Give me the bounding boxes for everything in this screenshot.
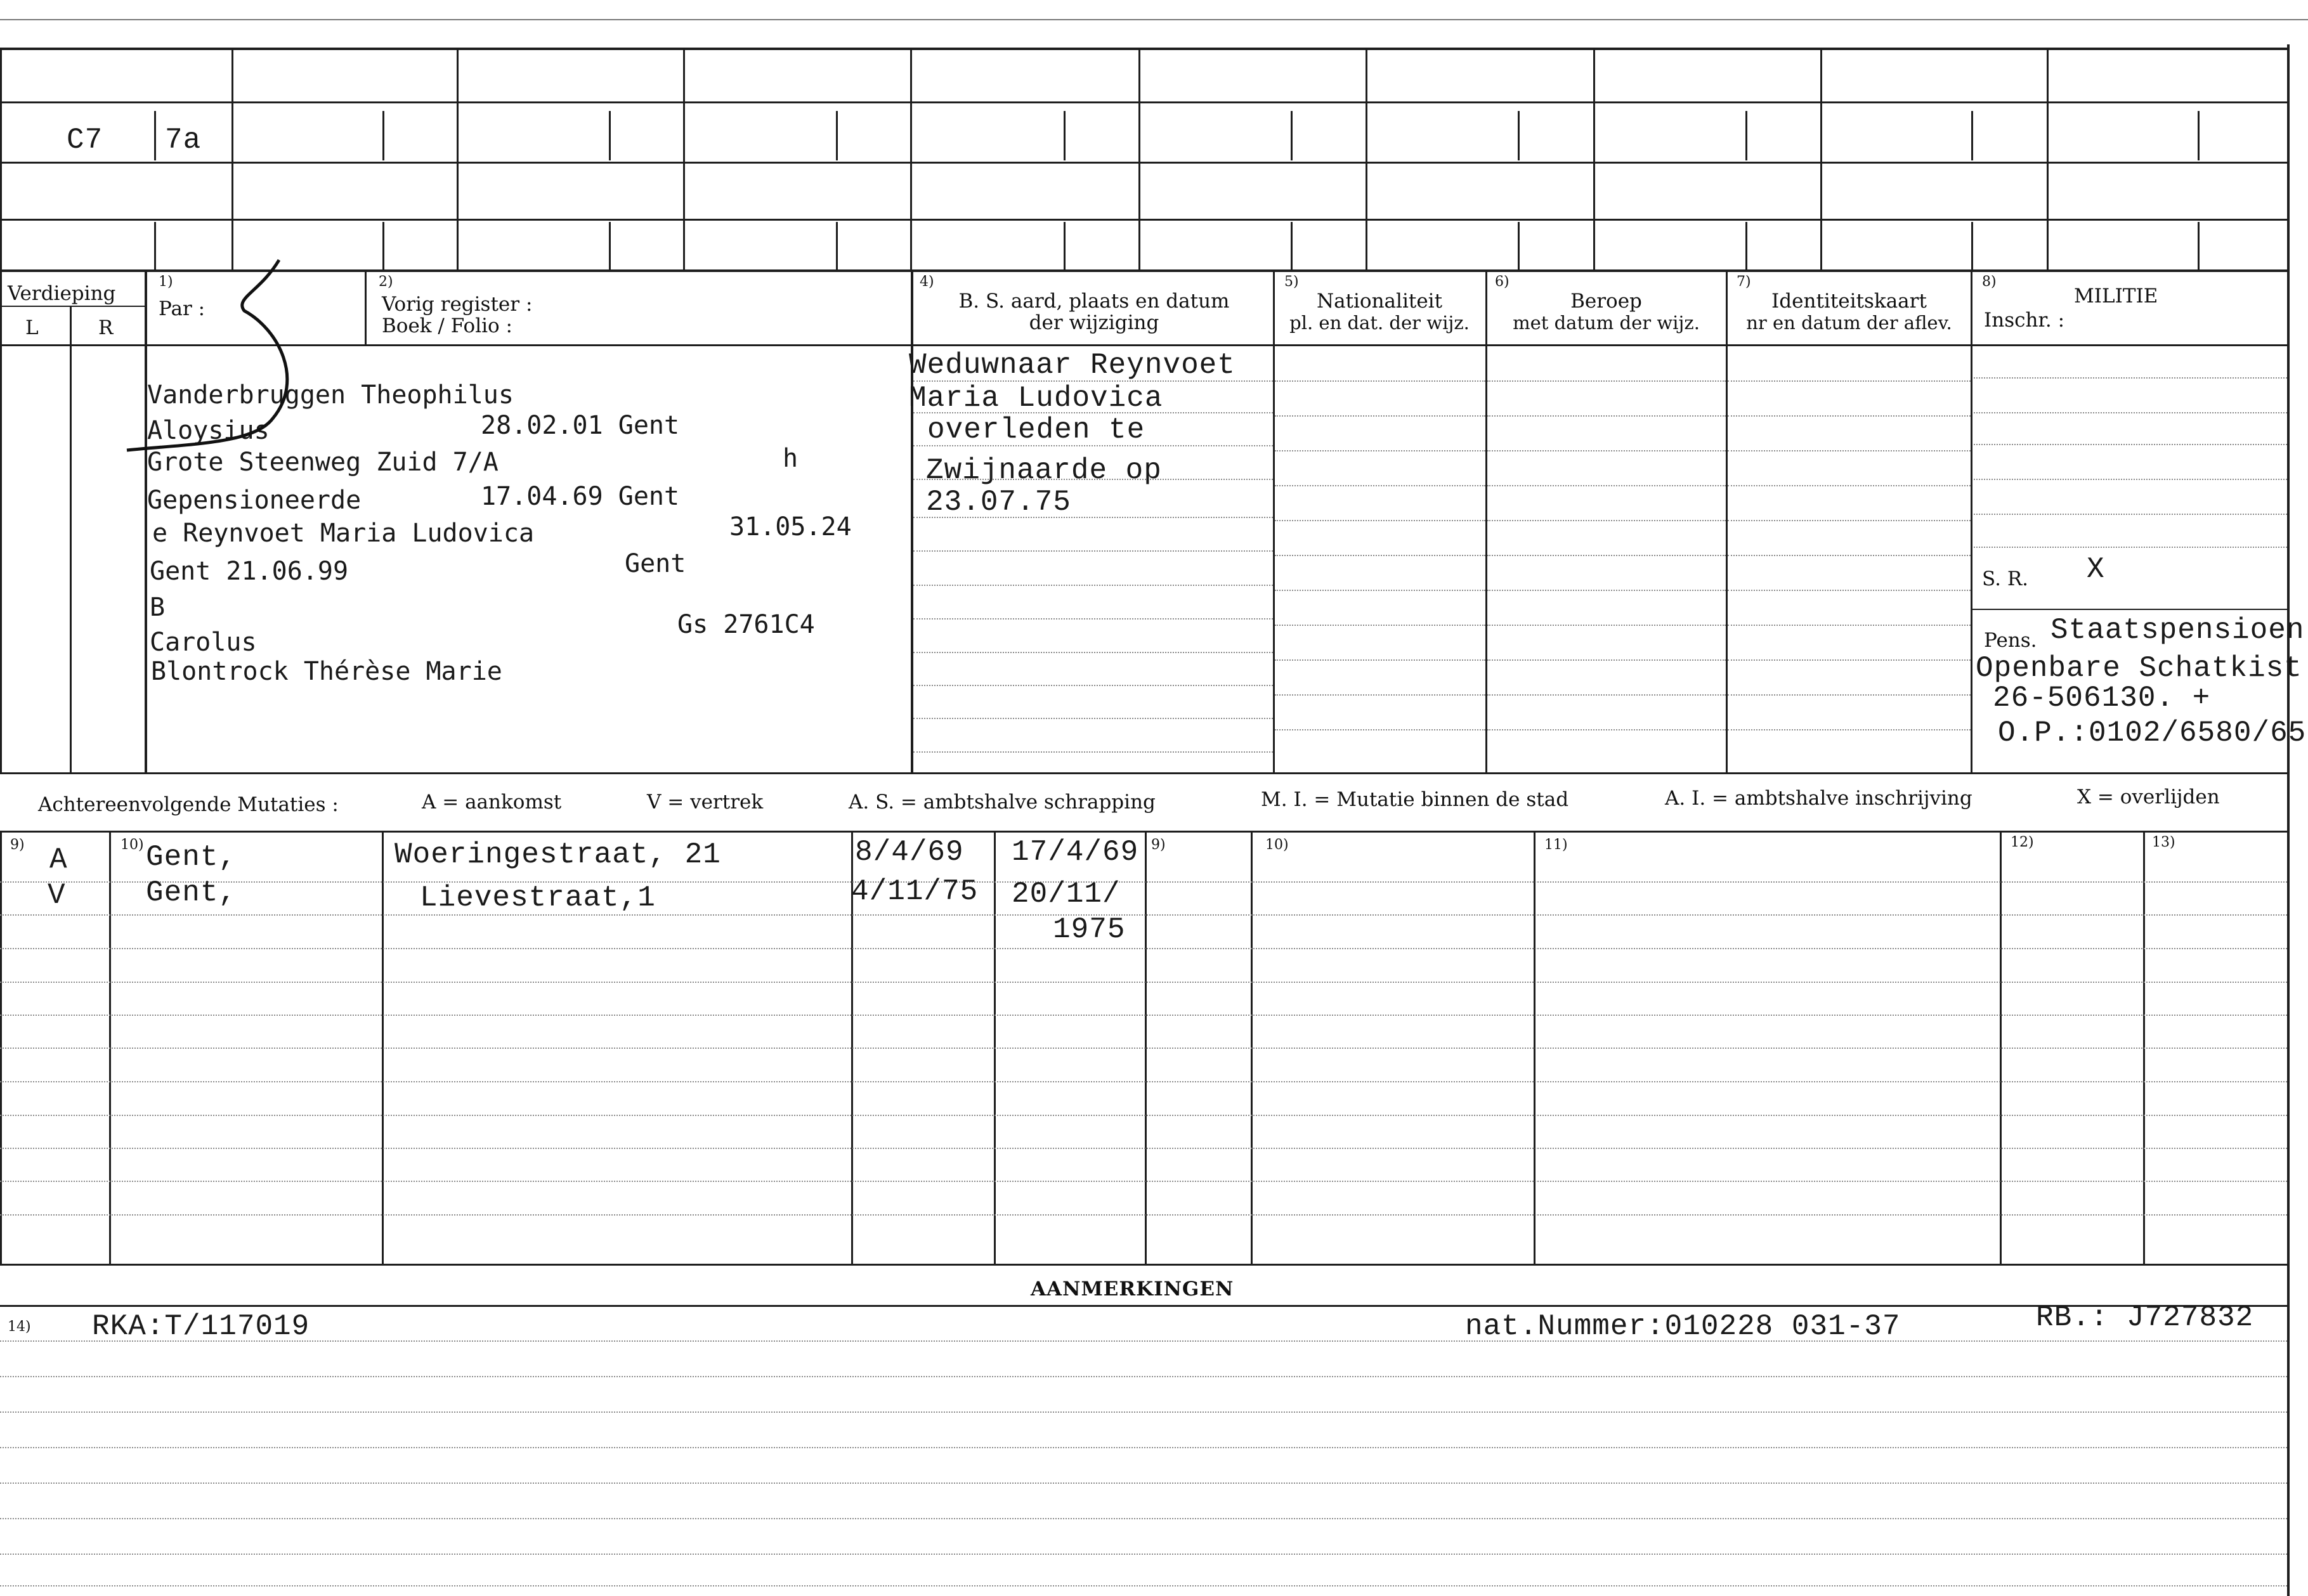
bs-label-1: B. S. aard, plaats en datum [958, 290, 1230, 313]
mutation-2-date2: 20/11/ [1012, 878, 1121, 911]
mutations-title: Achtereenvolgende Mutaties : [38, 793, 339, 816]
mut-num-9a: 9) [10, 837, 25, 853]
sr-label: S. R. [1982, 568, 2029, 590]
person-mother: Blontrock Thérèse Marie [151, 657, 502, 686]
beroep-label-2: met datum der wijz. [1513, 312, 1700, 334]
mut-num-11: 11) [1544, 837, 1568, 853]
vorig-register-label: Vorig register : [382, 293, 533, 316]
mutation-1-code: A [49, 843, 68, 876]
remarks-num: 14) [8, 1319, 31, 1335]
mutation-1-date2: 17/4/69 [1012, 836, 1139, 869]
vorig-num: 2) [379, 274, 393, 290]
nat-label-2: pl. en dat. der wijz. [1289, 312, 1470, 334]
person-name: Vanderbruggen Theophilus [147, 380, 514, 410]
mutation-2-date1: 4/11/75 [851, 875, 979, 908]
person-marriage-date: 31.05.24 [729, 512, 852, 542]
par-num: 1) [159, 274, 173, 290]
remarks-rb: RB.: J727832 [2036, 1301, 2254, 1334]
beroep-num: 6) [1495, 274, 1509, 290]
nat-num: 5) [1284, 274, 1299, 290]
mut-num-9b: 9) [1151, 837, 1166, 853]
militie-num: 8) [1982, 274, 1997, 290]
verdieping-label: Verdieping [8, 282, 116, 305]
person-father: Carolus [150, 628, 257, 657]
legend-schrapping: A. S. = ambtshalve schrapping [849, 791, 1156, 814]
militie-title: MILITIE [2074, 285, 2158, 308]
id-num: 7) [1737, 274, 1751, 290]
pens-line-4: O.P.:0102/6580/65 [1998, 717, 2307, 749]
person-birth: 28.02.01 Gent [481, 411, 680, 440]
sr-value: X [2087, 553, 2105, 586]
person-spouse-birth: Gent 21.06.99 [150, 557, 349, 586]
bs-label-2: der wijziging [1029, 311, 1159, 334]
header-cell-code: C7 [67, 124, 103, 157]
person-occupation: Gepensioneerde [147, 486, 362, 515]
verdieping-left-label: L [25, 316, 39, 339]
mutation-2-place: Gent, [146, 876, 237, 909]
pens-line-2: Openbare Schatkist [1976, 652, 2302, 685]
legend-aankomst: A = aankomst [422, 791, 562, 814]
bs-entry-line-3: overleden te [927, 413, 1145, 446]
beroep-label-1: Beroep [1570, 290, 1642, 313]
remarks-nat-nummer: nat.Nummer:010228 031-37 [1465, 1310, 1901, 1343]
person-entry-date: 17.04.69 Gent [481, 482, 680, 511]
mutation-1-date1: 8/4/69 [855, 836, 964, 869]
bs-entry-line-4: Zwijnaarde op [926, 454, 1162, 487]
remarks-title: AANMERKINGEN [1031, 1278, 1234, 1301]
mut-num-12: 12) [2011, 834, 2034, 850]
person-second-name: Aloysius [147, 416, 270, 445]
mutation-1-address: Woeringestraat, 21 [394, 838, 721, 871]
person-spouse: e Reynvoet Maria Ludovica [152, 519, 535, 548]
pens-line-3: 26-506130. + [1993, 682, 2211, 715]
bs-num: 4) [920, 274, 934, 290]
handwritten-stroke [114, 254, 317, 482]
mut-num-10b: 10) [1265, 837, 1289, 853]
legend-mutatie: M. I. = Mutatie binnen de stad [1261, 788, 1569, 811]
person-marriage-place: Gent [625, 549, 686, 578]
remarks-rka: RKA:T/117019 [92, 1310, 310, 1343]
bs-entry-line-2: Maria Ludovica [909, 382, 1163, 415]
bs-entry-line-5: 23.07.75 [926, 486, 1071, 519]
header-cell-subcode: 7a [165, 124, 202, 157]
pens-line-1: Staatspensioen [2050, 614, 2305, 647]
bs-entry-line-1: Weduwnaar Reynvoet [909, 349, 1235, 382]
id-label-2: nr en datum der aflev. [1746, 312, 1952, 334]
mutation-2-address: Lievestraat,1 [420, 881, 656, 914]
verdieping-right-label: R [98, 316, 114, 339]
id-label-1: Identiteitskaart [1771, 290, 1927, 313]
person-b-mark: B [150, 593, 166, 622]
inschr-label: Inschr. : [1984, 309, 2065, 332]
mut-num-10a: 10) [121, 837, 144, 853]
mutation-2-date2-year: 1975 [1053, 913, 1126, 946]
mutation-2-code: V [48, 879, 66, 912]
mut-num-13: 13) [2152, 834, 2175, 850]
nat-label-1: Nationaliteit [1316, 290, 1443, 313]
person-gs-ref: Gs 2761C4 [677, 610, 815, 639]
person-h-mark: h [783, 444, 799, 473]
boek-folio-label: Boek / Folio : [382, 315, 512, 337]
legend-vertrek: V = vertrek [647, 791, 764, 814]
legend-overlijden: X = overlijden [2077, 786, 2220, 808]
pens-label: Pens. [1984, 629, 2037, 652]
person-address: Grote Steenweg Zuid 7/A [147, 448, 499, 477]
par-label: Par : [159, 297, 205, 320]
mutation-1-place: Gent, [146, 841, 237, 874]
legend-inschrijving: A. I. = ambtshalve inschrijving [1665, 787, 1972, 810]
